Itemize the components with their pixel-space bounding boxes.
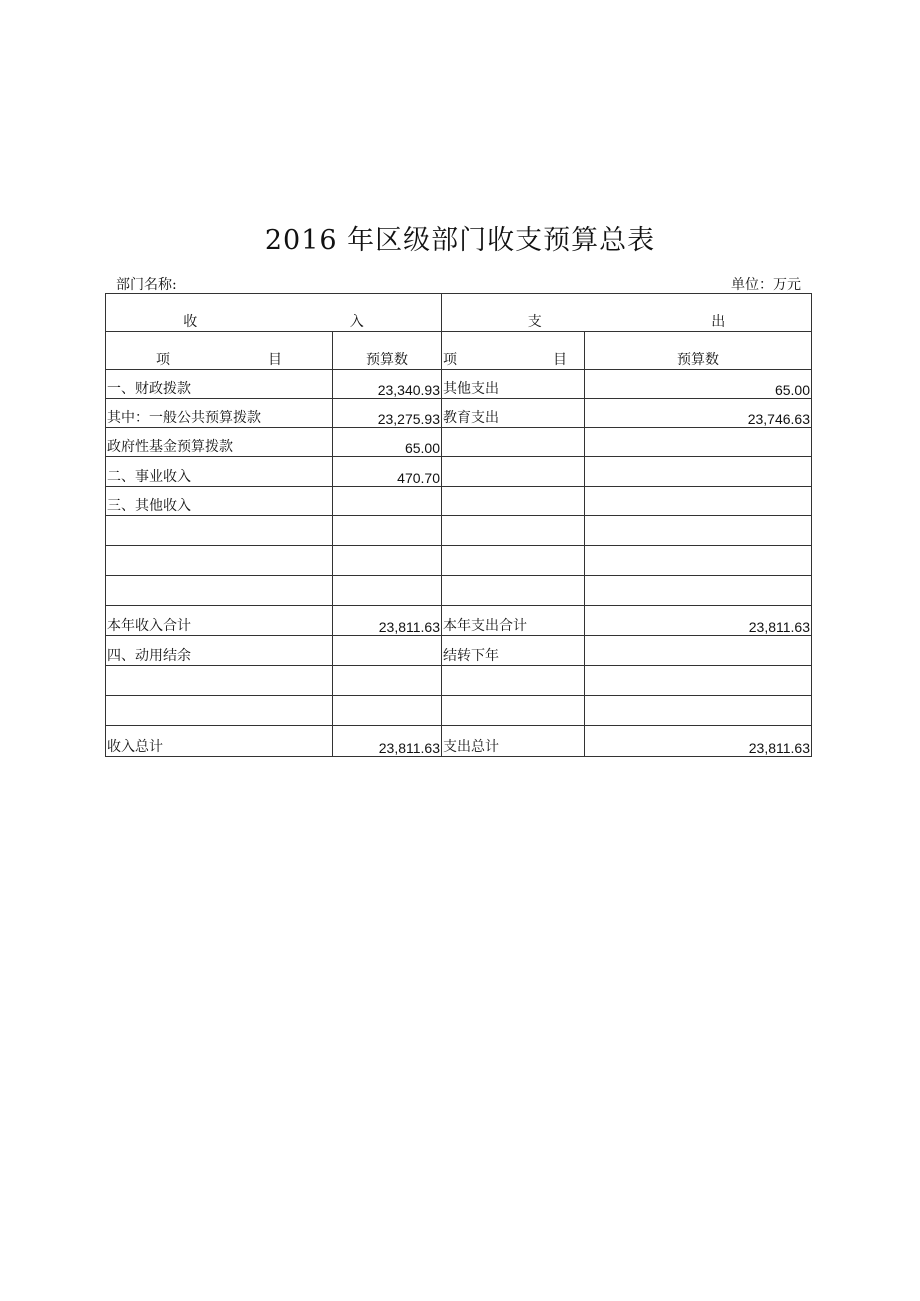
table-row: [106, 370, 812, 399]
table-row: [106, 399, 812, 428]
expense-item-label: 其他支出: [442, 370, 585, 399]
income-item-value: 23,340.93: [333, 370, 442, 399]
item-header-char-1: 项: [156, 352, 170, 368]
item-column-header: [106, 332, 333, 370]
income-item-value: 65.00: [333, 428, 442, 457]
expense-item-label: [442, 428, 585, 457]
item-r-header-char-1: 项: [443, 352, 457, 368]
subtotal-row: [106, 606, 812, 636]
budget-column-header: 预算数: [333, 332, 442, 370]
empty-cell: [585, 516, 812, 546]
item-r-header-char-2: 目: [553, 352, 567, 368]
page-title: 2016 年区级部门收支预算总表: [264, 225, 656, 256]
empty-cell: [333, 516, 442, 546]
unit-label: 单位：万元: [731, 277, 801, 293]
empty-cell: [106, 666, 333, 696]
section-header-row: [106, 294, 812, 332]
empty-cell: [585, 696, 812, 726]
empty-cell: [106, 546, 333, 576]
table-row: [106, 487, 812, 516]
income-total-label: 收入总计: [106, 726, 333, 757]
expense-item-label: 教育支出: [442, 399, 585, 428]
income-item-label: 二、事业收入: [106, 457, 333, 487]
empty-cell: [106, 576, 333, 606]
empty-cell: [442, 696, 585, 726]
empty-row: [106, 546, 812, 576]
expense-header-char-1: 支: [527, 314, 542, 330]
income-item-value: 23,275.93: [333, 399, 442, 428]
empty-cell: [442, 516, 585, 546]
expense-item-value: [585, 487, 812, 516]
item-column-header-right: [442, 332, 585, 370]
empty-cell: [333, 696, 442, 726]
expense-item-label: [442, 457, 585, 487]
income-item-label: 其中：一般公共预算拨款: [106, 399, 333, 428]
income-header-char-1: 收: [183, 314, 198, 330]
income-section-header: [106, 294, 442, 332]
empty-cell: [333, 636, 442, 666]
table-row: [106, 428, 812, 457]
income-item-label: 一、财政拨款: [106, 370, 333, 399]
empty-cell: [585, 666, 812, 696]
empty-row: [106, 666, 812, 696]
income-subtotal-value: 23,811.63: [333, 606, 442, 636]
expense-total-label: 支出总计: [442, 726, 585, 757]
empty-cell: [442, 666, 585, 696]
empty-cell: [106, 516, 333, 546]
surplus-used-label: 四、动用结余: [106, 636, 333, 666]
expense-item-value: 65.00: [585, 370, 812, 399]
column-header-row: [106, 332, 812, 370]
income-item-value: [333, 487, 442, 516]
expense-item-value: 23,746.63: [585, 399, 812, 428]
empty-row: [106, 696, 812, 726]
empty-row: [106, 516, 812, 546]
expense-header-char-2: 出: [711, 314, 726, 330]
department-label: 部门名称:: [116, 277, 177, 293]
empty-cell: [585, 546, 812, 576]
expense-section-header: [442, 294, 812, 332]
empty-cell: [585, 636, 812, 666]
carry-forward-label: 结转下年: [442, 636, 585, 666]
empty-cell: [333, 546, 442, 576]
income-item-value: 470.70: [333, 457, 442, 487]
income-item-label: 政府性基金预算拨款: [106, 428, 333, 457]
empty-cell: [442, 546, 585, 576]
budget-table: [105, 293, 812, 757]
expense-subtotal-value: 23,811.63: [585, 606, 812, 636]
budget-column-header-right: 预算数: [585, 332, 812, 370]
carry-row: [106, 636, 812, 666]
expense-item-label: [442, 487, 585, 516]
total-row: [106, 726, 812, 757]
income-subtotal-label: 本年收入合计: [106, 606, 333, 636]
empty-cell: [585, 576, 812, 606]
income-item-label: 三、其他收入: [106, 487, 333, 516]
table-row: [106, 457, 812, 487]
empty-cell: [106, 696, 333, 726]
income-header-char-2: 入: [349, 314, 364, 330]
expense-item-value: [585, 428, 812, 457]
expense-subtotal-label: 本年支出合计: [442, 606, 585, 636]
empty-cell: [333, 666, 442, 696]
expense-total-value: 23,811.63: [585, 726, 812, 757]
item-header-char-2: 目: [268, 352, 282, 368]
empty-cell: [333, 576, 442, 606]
income-total-value: 23,811.63: [333, 726, 442, 757]
empty-cell: [442, 576, 585, 606]
expense-item-value: [585, 457, 812, 487]
empty-row: [106, 576, 812, 606]
